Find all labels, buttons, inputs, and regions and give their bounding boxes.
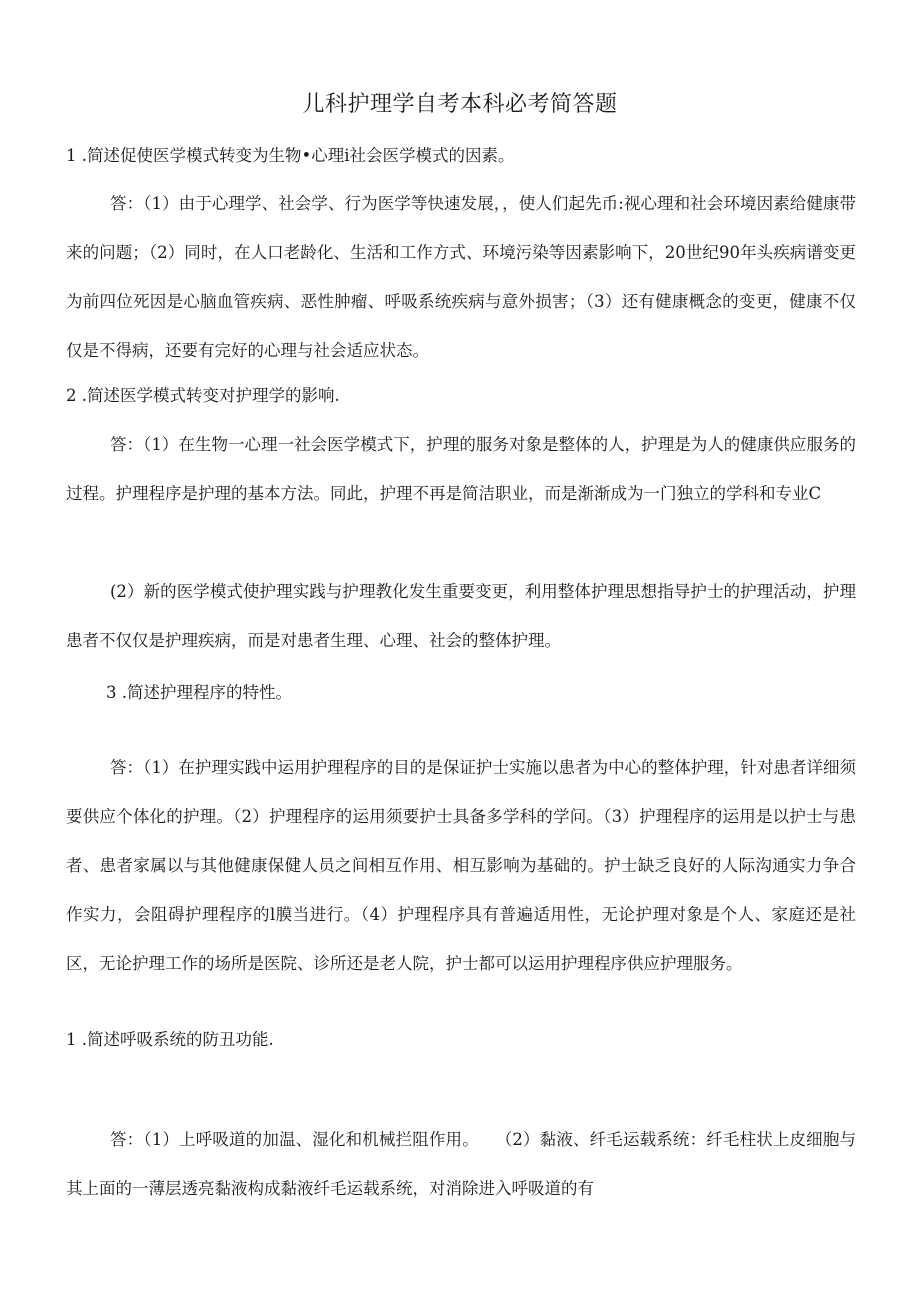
question-2: 2 .简述医学模式转变对护理学的影响. <box>66 386 340 405</box>
question-3: 3 .简述护理程序的特性。 <box>106 683 292 702</box>
answer-1: 答：（1）由于心理学、社会学、行为医学等快速发展，，使人们起先币:视心理和社会环境因素给健康带来的问题；（2）同时，在人口老龄化、生活和工作方式、环境污染等因素影响下，20世纪90年头疾病谱变更为前四位死因是心脑血管疾病、恶性肿瘤、呼吸系统疾病与意外损害；（3）还有健康概念的变更，健康不仅仅是不得病，还要有完好的心理与社会适应状态。 <box>66 194 856 360</box>
question-4: 1 .简述呼吸系统的防丑功能. <box>66 1030 274 1049</box>
document-title: 儿科护理学自考本科必考简答题 <box>302 92 618 117</box>
question-1: 1 .简述促使医学模式转变为生物•心理i社会医学模式的因素。 <box>66 146 515 165</box>
answer-3: 答：（1）在护理实践中运用护理程序的目的是保证护士实施以患者为中心的整体护理，针对患者详细须要供应个体化的护理。（2）护理程序的运用须要护士具备多学科的学问。（3）护理程序的运用是以护士与患者、患者家属以与其他健康保健人员之间相互作用、相互影响为基础的。护士缺乏良好的人际沟通实力争合作实力，会阻碍护理程序的l膜当进行。（4）护理程序具有普遍适用性，无论护理对象是个人、家庭还是社区，无论护理工作的场所是医院、诊所还是老人院，护士都可以运用护理程序供应护理服务。 <box>66 758 856 973</box>
answer-2-part-2: (2）新的医学模式使护理实践与护理教化发生重要变更，利用整体护理思想指导护士的护理活动，护理患者不仅仅是护理疾病，而是对患者生理、心理、社会的整体护理。 <box>66 582 856 650</box>
answer-4: 答：（1）上呼吸道的加温、湿化和机械拦阻作用。 （2）黏液、纤毛运载系统：纤毛柱状上皮细胞与其上面的一薄层透亮黏液构成黏液纤毛运载系统，对消除进入呼吸道的有 <box>66 1130 856 1198</box>
answer-2-part-1: 答：（1）在生物一心理一社会医学模式下，护理的服务对象是整体的人，护理是为人的健康供应服务的过程。护理程序是护理的基本方法。同此，护理不再是简洁职业，而是渐渐成为一门独立的学科和专业C <box>66 435 856 503</box>
